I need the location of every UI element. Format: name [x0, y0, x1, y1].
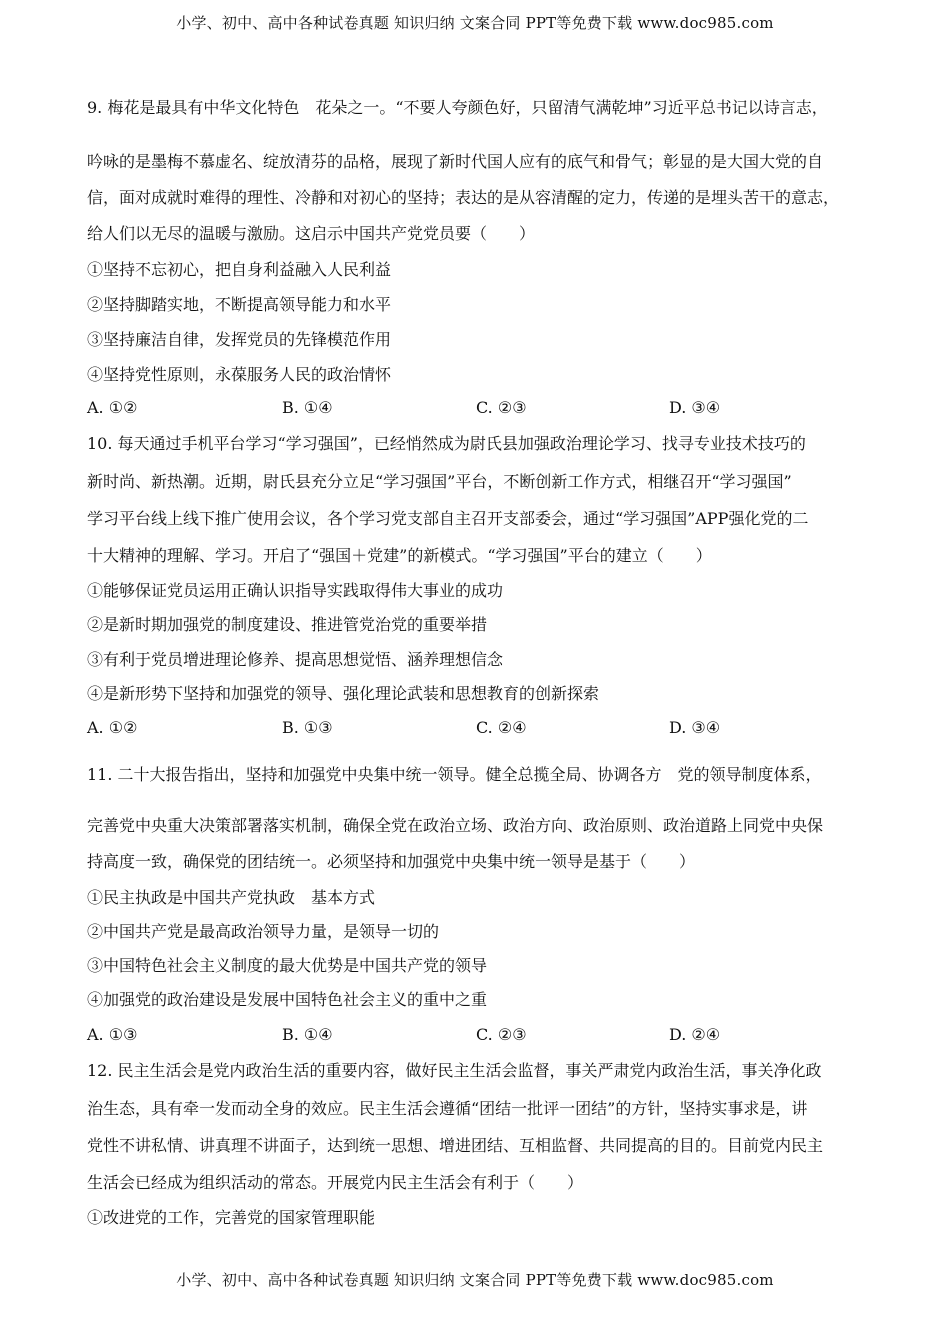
q11-stem-line: 完善党中央重大决策部署落实机制，确保全党在政治立场、政治方向、政治原则、政治道路上同党中央保: [87, 816, 824, 835]
q12-stem-line: 治生态，具有牵一发而动全身的效应。民主生活会遵循“团结一批评一团结”的方针，坚持实事求是，讲: [87, 1099, 808, 1118]
q11-stem-line: 持高度一致，确保党的团结统一。必须坚持和加强党中央集中统一领导是基于（ ）: [87, 852, 696, 871]
q10-option-a: A. ①②: [87, 718, 138, 737]
page-footer: 小学、初中、高中各种试卷真题 知识归纳 文案合同 PPT等免费下载 www.doc985.com: [176, 1271, 774, 1289]
q9-option-c: C. ②③: [476, 398, 527, 417]
q11-option-c: C. ②③: [476, 1025, 527, 1044]
q10-statement: ②是新时期加强党的制度建设、推进管党治党的重要举措: [87, 615, 488, 634]
q9-option-d: D. ③④: [669, 398, 721, 417]
q11-statement: ①民主执政是中国共产党执政 基本方式: [87, 888, 376, 907]
q11-statement: ④加强党的政治建设是发展中国特色社会主义的重中之重: [87, 990, 488, 1009]
q10-statement: ④是新形势下坚持和加强党的领导、强化理论武装和思想教育的创新探索: [87, 684, 600, 703]
q9-statement: ②坚持脚踏实地，不断提高领导能力和水平: [87, 295, 392, 314]
q12-stem-line: 生活会已经成为组织活动的常态。开展党内民主生活会有利于（ ）: [87, 1173, 584, 1192]
q10-stem-line: 10. 每天通过手机平台学习“学习强国”，已经悄然成为尉氏县加强政治理论学习、找寻专业技术技巧的: [87, 434, 806, 453]
q11-option-d: D. ②④: [669, 1025, 721, 1044]
q10-stem-line: 学习平台线上线下推广使用会议，各个学习党支部自主召开支部委会，通过“学习强国”APP强化党的二: [87, 509, 809, 528]
q12-statement: ①改进党的工作，完善党的国家管理职能: [87, 1208, 376, 1227]
q11-statement: ②中国共产党是最高政治领导力量，是领导一切的: [87, 922, 440, 941]
q11-option-a: A. ①③: [87, 1025, 138, 1044]
q9-stem-line: 信，面对成就时难得的理性、冷静和对初心的坚持；表达的是从容清醒的定力，传递的是埋头苦干的意志，: [87, 188, 840, 207]
q9-option-a: A. ①②: [87, 398, 138, 417]
q9-stem-line: 9. 梅花是最具有中华文化特色 花朵之一。“不要人夸颜色好，只留清气满乾坤”习近平总书记以诗言志，: [87, 98, 828, 117]
q11-statement: ③中国特色社会主义制度的最大优势是中国共产党的领导: [87, 956, 488, 975]
q9-statement: ④坚持党性原则，永葆服务人民的政治情怀: [87, 365, 392, 384]
q9-statement: ③坚持廉洁自律，发挥党员的先锋模范作用: [87, 330, 392, 349]
q10-option-c: C. ②④: [476, 718, 527, 737]
q9-statement: ①坚持不忘初心，把自身利益融入人民利益: [87, 260, 392, 279]
q10-statement: ①能够保证党员运用正确认识指导实践取得伟大事业的成功: [87, 581, 504, 600]
q10-option-b: B. ①③: [282, 718, 333, 737]
q9-stem-line: 吟咏的是墨梅不慕虚名、绽放清芬的品格，展现了新时代国人应有的底气和骨气；彰显的是大国大党的自: [87, 152, 824, 171]
q11-stem-line: 11. 二十大报告指出，坚持和加强党中央集中统一领导。健全总揽全局、协调各方 党的领导制度体系，: [87, 765, 822, 784]
q10-statement: ③有利于党员增进理论修养、提高思想觉悟、涵养理想信念: [87, 650, 504, 669]
q9-option-b: B. ①④: [282, 398, 333, 417]
q9-stem-line: 给人们以无尽的温暖与激励。这启示中国共产党党员要（ ）: [87, 224, 536, 243]
q10-option-d: D. ③④: [669, 718, 721, 737]
q10-stem-line: 十大精神的理解、学习。开启了“强国＋党建”的新模式。“学习强国”平台的建立（ ）: [87, 546, 712, 565]
page-header: 小学、初中、高中各种试卷真题 知识归纳 文案合同 PPT等免费下载 www.doc985.com: [176, 14, 774, 32]
q12-stem-line: 党性不讲私情、讲真理不讲面子，达到统一思想、增进团结、互相监督、共同提高的目的。目前党内民主: [87, 1136, 824, 1155]
q11-option-b: B. ①④: [282, 1025, 333, 1044]
q10-stem-line: 新时尚、新热潮。近期，尉氏县充分立足“学习强国”平台，不断创新工作方式，相继召开“学习强国”: [87, 472, 792, 491]
q12-stem-line: 12. 民主生活会是党内政治生活的重要内容，做好民主生活会监督，事关严肃党内政治生活，事关净化政: [87, 1061, 822, 1080]
